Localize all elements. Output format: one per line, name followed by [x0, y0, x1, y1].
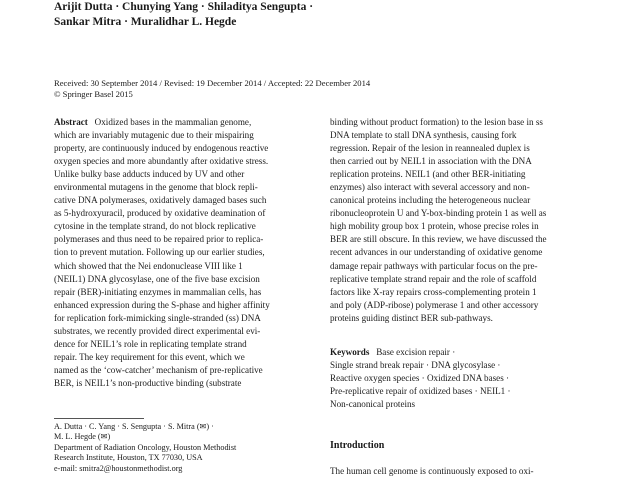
affiliation-email: e-mail: smitra2@houstonmethodist.org — [54, 463, 183, 473]
abstract-line: then carried out by NEIL1 in association with the DNA — [330, 156, 532, 167]
abstract-first-line — [54, 116, 312, 129]
abstract-line: which are invariably mutagenic due to their mispairing — [54, 130, 254, 141]
keywords-line: Pre-replicative repair of oxidized bases · NEIL1 · — [330, 386, 511, 397]
footnote-divider — [54, 418, 144, 419]
affiliation-line: Research Institute, Houston, TX 77030, USA — [54, 453, 203, 463]
abstract-line: regression. Repair of the lesion in reannealed duplex is — [330, 143, 530, 154]
abstract-line: cytosine in the template strand, do not block replicative — [54, 221, 256, 232]
abstract-line: (NEIL1) DNA glycosylase, one of the five base excision — [54, 273, 260, 284]
abstract-line: tion to prevent mutation. Following up our earlier studies, — [54, 247, 265, 258]
abstract-line: cative DNA polymerases, oxidatively damaged bases such — [54, 195, 267, 206]
abstract-line: enhanced expression during the S-phase and higher affinity — [54, 299, 270, 310]
abstract-line: dence for NEIL1’s role in replicating template strand — [54, 338, 247, 349]
abstract-line: for replication fork-mimicking single-stranded (ss) DNA — [54, 312, 261, 323]
affiliation-line: A. Dutta · C. Yang · S. Sengupta · S. Mitra (✉) · — [54, 422, 214, 431]
abstract-line: replication proteins. NEIL1 (and other BER-initiating — [330, 169, 526, 180]
keywords-first-line — [330, 346, 586, 359]
abstract-line: repair (BER)-initiating enzymes in mammalian cells, has — [54, 286, 262, 297]
abstract-line: and poly (ADP-ribose) polymerase 1 and other accessory — [330, 299, 539, 310]
abstract-left-column — [54, 116, 312, 390]
abstract-line: BER are still obscure. In this review, we have discussed the — [330, 234, 547, 245]
abstract-line: ribonucleoprotein U and Y-box-binding protein 1 as well as — [330, 208, 547, 219]
article-history — [54, 78, 370, 99]
keywords-line: Single strand break repair · DNA glycosylase · — [330, 360, 501, 371]
abstract-line: Unlike bulky base adducts induced by UV and other — [54, 169, 245, 180]
introduction-first-line: The human cell genome is continuously exposed to oxi- — [330, 466, 534, 476]
abstract-line: which showed that the Nei endonuclease VIII like 1 — [54, 260, 243, 271]
keywords-label: Keywords — [330, 347, 370, 357]
abstract-line: named as the ‘cow-catcher’ mechanism of pre-replicative — [54, 364, 263, 375]
author-line: Sankar Mitra · Muralidhar L. Hegde — [54, 16, 237, 28]
abstract-line: DNA template to stall DNA synthesis, causing fork — [330, 130, 517, 141]
abstract-line: factors like X-ray repairs cross-complementing protein 1 — [330, 286, 537, 297]
affiliation-block — [54, 422, 314, 474]
abstract-line: replicative template strand repair and the role of scaffold — [330, 273, 537, 284]
author-list — [54, 0, 313, 30]
abstract-line: recent advances in our understanding of oxidative genome — [330, 247, 543, 258]
abstract-text: Oxidized bases in the mammalian genome, — [94, 117, 252, 127]
history-dates: Received: 30 September 2014 / Revised: 19 December 2014 / Accepted: 22 December 2014 — [54, 78, 371, 88]
abstract-line: as 5-hydroxyuracil, produced by oxidative deamination of — [54, 208, 266, 219]
abstract-line: canonical proteins including the heterogeneous nuclear — [330, 195, 531, 206]
abstract-line: oxygen species and more abundantly after oxidative stress. — [54, 156, 269, 167]
abstract-line: proteins guiding distinct BER sub-pathways. — [330, 312, 493, 323]
keywords-line: Reactive oxygen species · Oxidized DNA bases · — [330, 373, 510, 384]
affiliation-line: Department of Radiation Oncology, Houston Methodist — [54, 442, 237, 452]
abstract-label: Abstract — [54, 117, 88, 127]
abstract-line: repair. The key requirement for this event, which we — [54, 351, 245, 362]
abstract-line: polymerases and thus need to be repaired prior to replica- — [54, 234, 264, 245]
abstract-line: environmental mutagens in the genome that block repli- — [54, 182, 258, 193]
abstract-line: binding without product formation) to the lesion base in ss — [330, 117, 543, 127]
abstract-line: damage repair pathways with particular focus on the pre- — [330, 260, 538, 271]
abstract-right-column — [330, 116, 586, 325]
abstract-line: substrates, we recently provided direct experimental evi- — [54, 325, 261, 336]
author-line: Arijit Dutta · Chunying Yang · Shiladitya Sengupta · — [54, 1, 314, 13]
keywords-text: Base excision repair · — [376, 347, 456, 357]
abstract-line: high mobility group box 1 protein, whose precise roles in — [330, 221, 539, 232]
keywords-line: Non-canonical proteins — [330, 399, 416, 410]
copyright-line: © Springer Basel 2015 — [54, 88, 133, 99]
keywords-block — [330, 346, 586, 411]
abstract-line: BER, is NEIL1’s non-productive binding (substrate — [54, 377, 242, 388]
abstract-line: enzymes) also interact with several accessory and non- — [330, 182, 530, 193]
affiliation-line: M. L. Hegde (✉) — [54, 432, 111, 442]
introduction-heading: Introduction — [330, 440, 385, 451]
abstract-line: property, are continuously induced by endogenous reactive — [54, 143, 269, 154]
